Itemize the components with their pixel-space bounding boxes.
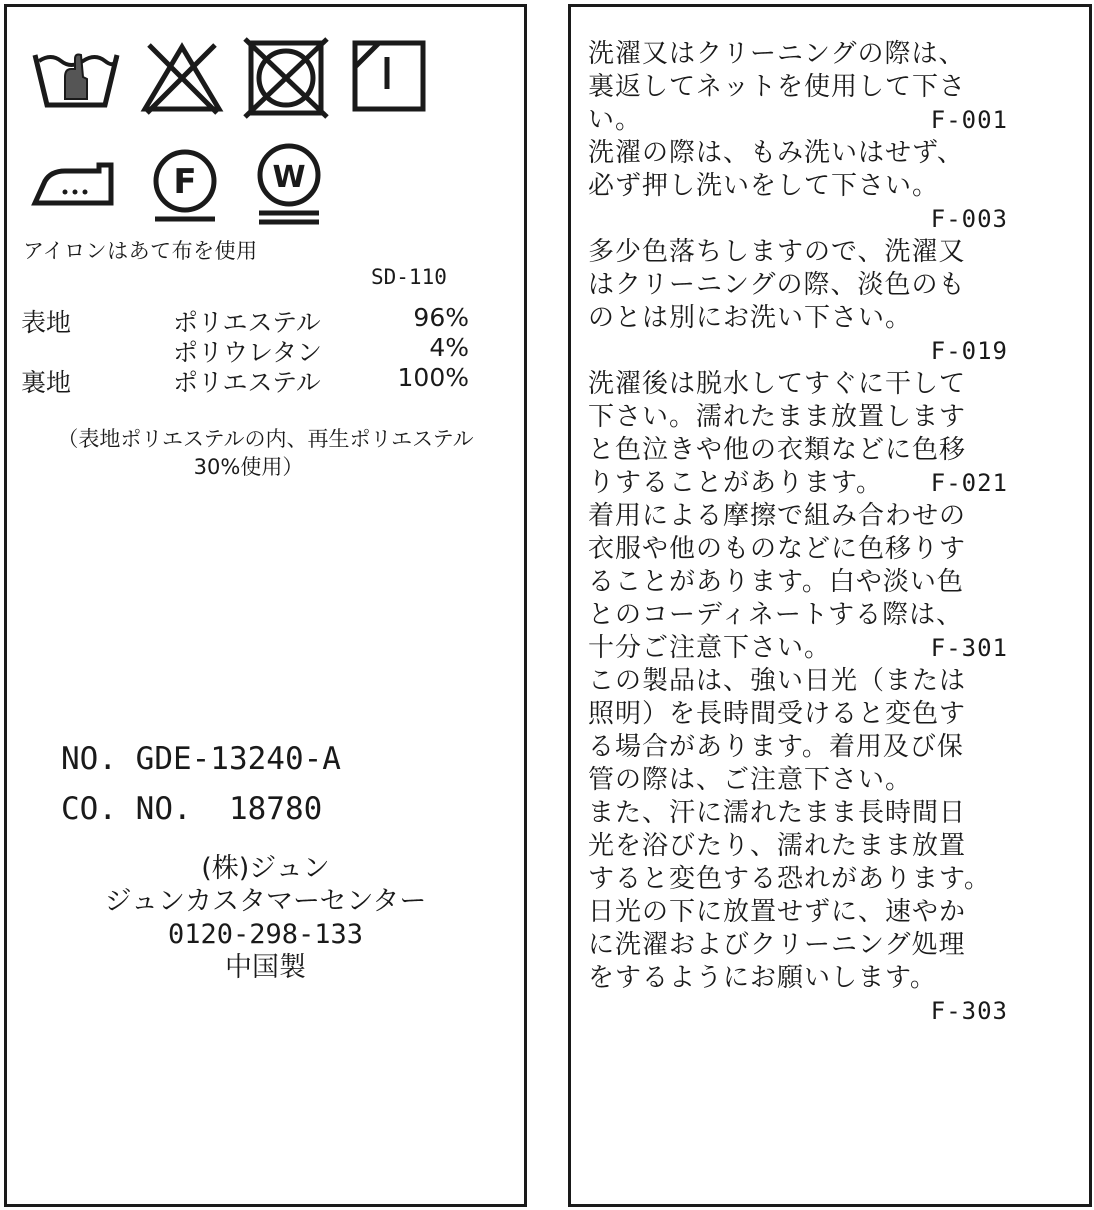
country-of-origin: 中国製 bbox=[225, 952, 306, 983]
fabric-percent: 96% bbox=[413, 303, 469, 332]
care-line: ることがあります。白や淡い色 bbox=[588, 567, 964, 597]
recycle-note bbox=[7, 425, 524, 481]
care-line: この製品は、強い日光（または bbox=[588, 666, 967, 696]
care-line: 下さい。濡れたまま放置します bbox=[588, 402, 967, 432]
care-line-text: りすることがあります。 bbox=[588, 468, 883, 498]
care-line bbox=[588, 335, 1008, 368]
wet-clean-letter: W bbox=[272, 160, 306, 195]
do-not-bleach-icon bbox=[139, 41, 225, 117]
iron-note: アイロンはあて布を使用 bbox=[23, 239, 258, 263]
care-instructions bbox=[588, 38, 1048, 1028]
fabric-percent: 100% bbox=[397, 363, 469, 392]
care-line: 光を浴びたり、濡れたまま放置 bbox=[588, 831, 967, 861]
care-line-text: 十分ご注意下さい。 bbox=[588, 633, 832, 663]
care-line: 管の際は、ご注意下さい。 bbox=[588, 765, 913, 795]
fabric-material: ポリエステル bbox=[173, 368, 321, 397]
fabric-part: 裏地 bbox=[21, 368, 72, 397]
care-line-text: い。 bbox=[588, 105, 643, 135]
care-line: すると変色する恐れがあります。 bbox=[588, 864, 991, 894]
dry-clean-f-icon bbox=[147, 147, 223, 225]
company-block bbox=[7, 852, 524, 984]
care-line: に洗濯およびクリーニング処理 bbox=[588, 930, 966, 960]
care-line bbox=[588, 995, 1008, 1028]
care-line: 洗濯又はクリーニングの際は、 bbox=[588, 39, 966, 69]
care-line: 必ず押し洗いをして下さい。 bbox=[588, 171, 940, 201]
care-code: SD-110 bbox=[371, 265, 447, 289]
care-line: 洗濯の際は、もみ洗いはせず、 bbox=[588, 138, 964, 168]
care-line bbox=[588, 467, 1008, 500]
care-label-left bbox=[4, 4, 527, 1207]
care-line: をするようにお願いします。 bbox=[588, 963, 937, 993]
care-line bbox=[588, 632, 1008, 665]
care-line: 多少色落ちしますので、洗濯又 bbox=[588, 237, 966, 267]
care-code: F-001 bbox=[930, 106, 1008, 134]
care-code: F-021 bbox=[930, 469, 1008, 497]
recycle-note-line: （表地ポリエステルの内、再生ポリエステル bbox=[57, 427, 474, 451]
do-not-tumble-dry-icon bbox=[243, 37, 329, 119]
care-code: F-301 bbox=[930, 634, 1008, 662]
care-line: 衣服や他のものなどに色移りす bbox=[588, 534, 967, 564]
fabric-material: ポリエステル bbox=[173, 308, 321, 337]
line-dry-icon bbox=[351, 39, 429, 113]
recycle-note-line: 30%使用） bbox=[193, 455, 304, 479]
fabric-part: 表地 bbox=[21, 308, 72, 337]
care-line: 裏返してネットを使用して下さ bbox=[588, 72, 967, 102]
co-number: CO. NO. 18780 bbox=[61, 791, 323, 827]
product-number: NO. GDE-13240-A bbox=[61, 741, 341, 777]
care-code: F-303 bbox=[930, 997, 1008, 1025]
customer-center: ジュンカスタマーセンター bbox=[104, 886, 427, 917]
dry-clean-letter: F bbox=[173, 162, 197, 202]
care-line: はクリーニングの際、淡色のも bbox=[588, 270, 966, 300]
care-line: 日光の下に放置せずに、速やか bbox=[588, 897, 967, 927]
care-line: とのコーディネートする際は、 bbox=[588, 600, 964, 630]
care-line: 洗濯後は脱水してすぐに干して bbox=[588, 369, 967, 399]
care-label-right bbox=[568, 4, 1092, 1207]
care-line bbox=[588, 203, 1008, 236]
care-line: 照明）を長時間受けると変色す bbox=[588, 699, 967, 729]
wet-clean-w-icon bbox=[251, 143, 327, 227]
phone-number: 0120-298-133 bbox=[167, 919, 364, 950]
care-line: と色泣きや他の衣類などに色移 bbox=[588, 435, 967, 465]
care-line: のとは別にお洗い下さい。 bbox=[588, 303, 913, 333]
care-code: F-019 bbox=[930, 337, 1008, 365]
fabric-percent: 4% bbox=[429, 333, 469, 362]
fabric-material: ポリウレタン bbox=[173, 338, 323, 367]
care-line bbox=[588, 104, 1008, 137]
care-code: F-003 bbox=[930, 205, 1008, 233]
care-line: 着用による摩擦で組み合わせの bbox=[588, 501, 967, 531]
care-line: る場合があります。着用及び保 bbox=[588, 732, 964, 762]
care-line: また、汗に濡れたまま長時間日 bbox=[588, 798, 967, 828]
iron-low-icon bbox=[31, 159, 123, 209]
hand-wash-icon bbox=[31, 43, 121, 113]
company-name: (株)ジュン bbox=[201, 853, 330, 884]
